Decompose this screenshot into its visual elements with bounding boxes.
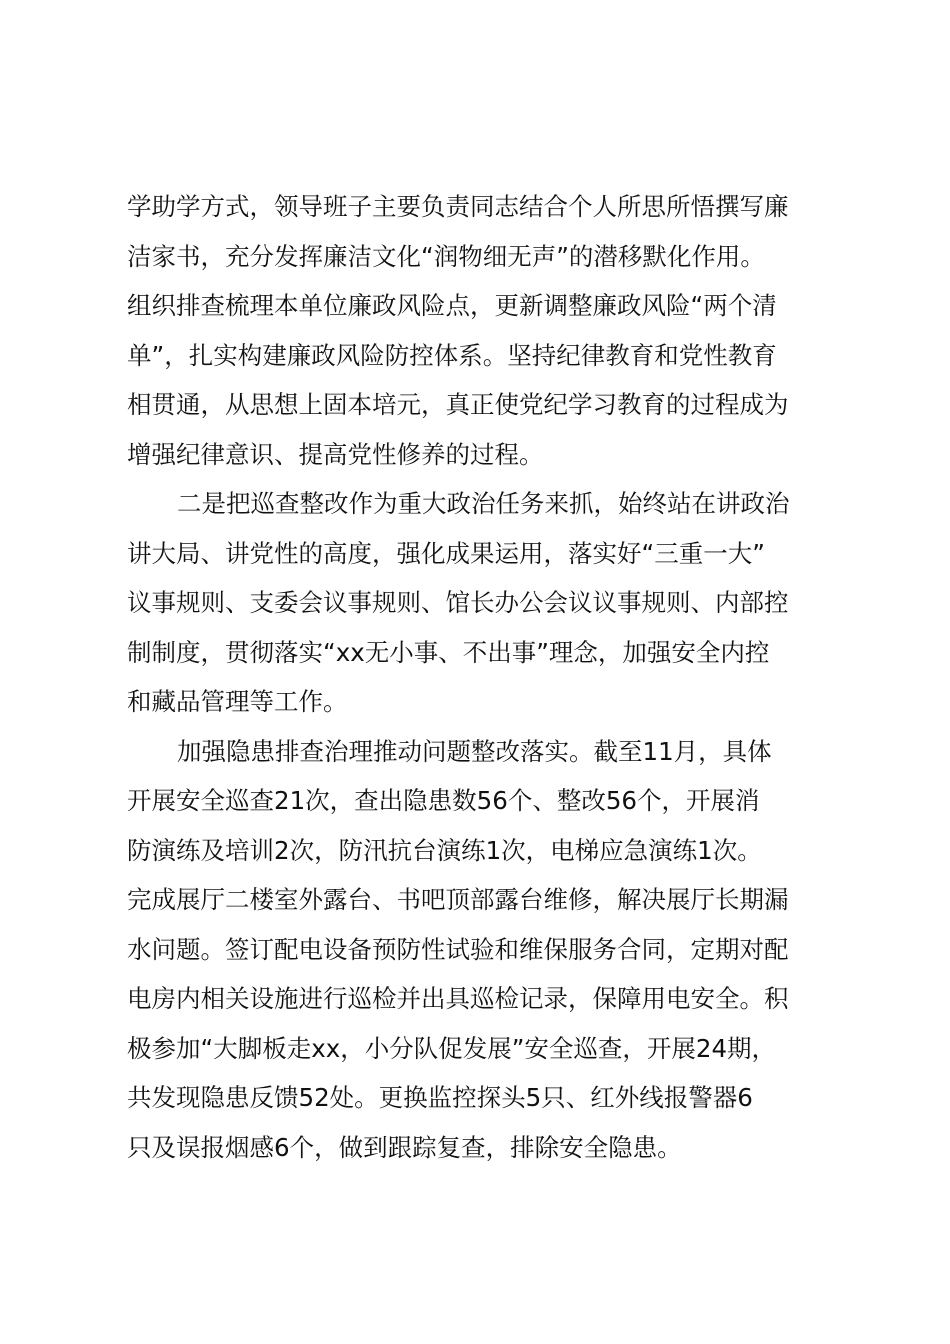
text-line: 相贯通，从思想上固本培元，真正使党纪学习教育的过程成为	[127, 390, 789, 419]
text-line: 制制度，贯彻落实“xx无小事、不出事”理念，加强安全内控	[127, 637, 770, 667]
text-line: 完成展厅二楼室外露台、书吧顶部露台维修，解决展厅长期漏	[127, 885, 789, 914]
paragraph-start-line: 二是把巡查整改作为重大政治任务来抓，始终站在讲政治	[177, 489, 790, 518]
paragraph-start-line: 加强隐患排查治理推动问题整改落实。截至11月，具体	[177, 736, 772, 766]
text-line: 和藏品管理等工作。	[127, 687, 348, 716]
text-line: 单”，扎实构建廉政风险防控体系。坚持纪律教育和党性教育	[127, 340, 777, 370]
text-line: 学助学方式，领导班子主要负责同志结合个人所思所悟撰写廉	[127, 192, 789, 221]
text-line: 只及误报烟感6个，做到跟踪复查，排除安全隐患。	[127, 1132, 682, 1162]
text-line: 讲大局、讲党性的高度，强化成果运用，落实好“三重一大”	[127, 538, 765, 568]
text-line: 水问题。签订配电设备预防性试验和维保服务合同，定期对配	[127, 934, 789, 964]
text-line: 共发现隐患反馈52处。更换监控探头5只、红外线报警器6	[127, 1083, 753, 1112]
text-line: 开展安全巡查21次，查出隐患数56个、整改56个，开展消	[127, 786, 760, 815]
text-line: 洁家书，充分发挥廉洁文化“润物细无声”的潜移默化作用。	[127, 241, 765, 271]
text-line: 极参加“大脚板走xx，小分队促发展”安全巡查，开展24期，	[127, 1033, 777, 1063]
text-line: 增强纪律意识、提高党性修养的过程。	[127, 439, 544, 469]
text-line: 电房内相关设施进行巡检并出具巡检记录，保障用电安全。积	[127, 984, 789, 1013]
text-line: 组织排查梳理本单位廉政风险点，更新调整廉政风险“两个清	[127, 291, 777, 320]
document-body	[127, 182, 857, 1172]
text-line: 防演练及培训2次，防汛抗台演练1次，电梯应急演练1次。	[127, 835, 762, 865]
text-line: 议事规则、支委会议事规则、馆长办公会议议事规则、内部控	[127, 588, 789, 617]
